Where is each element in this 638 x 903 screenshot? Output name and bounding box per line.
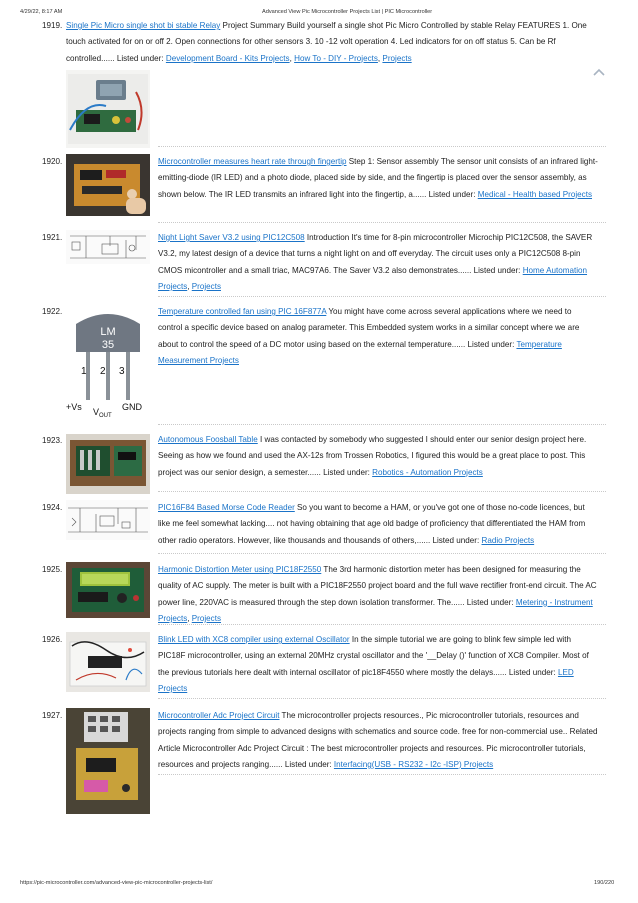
entry-1921: Night Light Saver V3.2 using PIC12C508 Introduction It's time for 8-pin microcontroller Microchip PIC12C508, the SAVER V3.2, my latest design of a device that turns a night light on and off everyday. The circuit uses only a PIC12C508 8-pin CMOS micontroller and a small triac, MAC97A6. The Saver V3.2 also demonstrates...... Listed under: Home Automation Projects, Projects: [158, 233, 593, 291]
distortion-meter-thumbnail: [66, 562, 150, 618]
entry-title-link[interactable]: Harmonic Distortion Meter using PIC18F2550: [158, 565, 322, 574]
entry-number: 1919.: [42, 21, 63, 30]
adc-project-board-thumbnail: [66, 708, 150, 814]
entry-number: 1925.: [42, 565, 63, 574]
entry-1925: Harmonic Distortion Meter using PIC18F2550 The 3rd harmonic distortion meter has been designed for measuring the quality of AC supply. The meter is built with a PIC18F2550 project board and the full wave rectifier front-end circuit. The AC power line, 220VAC is measured through the step down isolation transformer. The...... Listed under: Metering - Instrument Projects, Projects: [158, 565, 597, 623]
entry-description: In the simple tutorial we are going to blink few simple led with PIC18F microcontroller, using an external 20MHz crystal oscillator and the '__Delay ()' function of XC8 Compiler. Most of the previous tutorials here dealt with internal oscillator of pic18F4550 where mostly the delays...... Listed under:: [158, 635, 589, 677]
lm35-vs-label: +Vs: [66, 402, 82, 412]
entry-1922: [158, 304, 598, 369]
category-link[interactable]: Temperature Measurement Projects: [158, 339, 562, 365]
category-link[interactable]: Home Automation Projects: [158, 265, 588, 291]
foosball-board-thumbnail: [66, 434, 150, 494]
entry-description: You might have come across several applications where we need to control a specific device based on analog parameter. This Embedded system works in a similar concept where we are about to control the speed of a DC motor using based on the external temperature...... Listed under:: [158, 307, 580, 349]
entry-number: 1922.: [42, 307, 63, 316]
entry-1924: [158, 500, 598, 549]
entry-description: I was contacted by somebody who suggested I should enter our senior design project here. Seeing as how we found and used the AX-12s from Trossen Robotics, I figured this would be a great place to post. This project was our senior design, a semester...... Listed under:: [158, 435, 587, 477]
category-link[interactable]: Development Board - Kits Projects: [165, 53, 290, 63]
entry-1920: [158, 154, 598, 203]
category-link[interactable]: Projects: [191, 613, 221, 623]
entry-number: 1924.: [42, 503, 63, 512]
entry-title-link[interactable]: Microcontroller Adc Project Circuit: [158, 711, 280, 720]
entry-separator: [158, 698, 606, 699]
entry-title-link[interactable]: Night Light Saver V3.2 using PIC12C508: [158, 233, 305, 242]
entry-separator: [158, 222, 606, 223]
print-datetime: 4/29/22, 8:17 AM: [20, 9, 63, 15]
morse-schematic-thumbnail: [66, 500, 150, 540]
lm35-chip-label: LM: [100, 326, 116, 338]
category-link[interactable]: How To - DIY - Projects: [294, 53, 378, 63]
lm35-pin-1: 1: [81, 366, 87, 377]
entry-description: The microcontroller projects resources., Pic microcontroller tutorials, resources and projects ranging from simple to advanced designs with schematics and source code. free for non-commercial use.. Related Article Microcontroller Adc Project Circuit : The best microcontroller projects and resources. Pic microcontroller tutorials, resources and projects ranging...... Listed under:: [158, 711, 598, 769]
entry-description: Project Summary Build yourself a single shot Pic Micro Controlled by stable Relay FEATURES 1. One touch activated for on or off 2. Open connections for other sensors 3. 10 -12 volt operation 4. Led indicators for on off status 5. Can be Rf controlled...... Listed under:: [66, 21, 587, 63]
blink-led-breadboard-thumbnail: [66, 632, 150, 692]
entry-1926: [158, 632, 598, 697]
entry-title-link[interactable]: Temperature controlled fan using PIC 16F877A: [158, 307, 327, 316]
entry-description: The 3rd harmonic distortion meter has been designed for measuring the quality of AC supply. The meter is built with a PIC18F2550 project board and the full wave rectifier front-end circuit. The AC power line, 220VAC is measured through the step down isolation transformer. The...... Listed under:: [158, 565, 597, 607]
entry-separator: [158, 624, 606, 625]
category-link[interactable]: Interfacing(USB - RS232 - I2c -ISP) Projects: [333, 759, 494, 769]
entry-title-link[interactable]: Single Pic Micro single shot bi stable Relay: [66, 21, 221, 30]
entry-separator: [158, 146, 606, 147]
chevron-up-icon[interactable]: [593, 68, 605, 76]
entry-number: 1927.: [42, 711, 63, 720]
lm35-gnd-label: GND: [122, 402, 142, 412]
entry-title-link[interactable]: Microcontroller measures heart rate through fingertip: [158, 157, 347, 166]
entry-description: So you want to become a HAM, or you've got one of those no-code licences, but like me feel somewhat lacking.... not having obtaining that age old badge of proficiency that differentiated the HAM from other radio operators. However, like thousands and thousands of others,...... Listed under:: [158, 503, 586, 545]
entry-number: 1920.: [42, 157, 63, 166]
entry-description: Introduction It's time for 8-pin microcontroller Microchip PIC12C508, the SAVER V3.2, my latest design of a device that turns a night light on and off everyday. The circuit uses only a PIC12C508 8-pin CMOS micontroller and a small triac, MAC97A6. The Saver V3.2 also demonstrates...... Listed under:: [158, 233, 593, 275]
category-link[interactable]: Medical - Health based Projects: [477, 189, 592, 199]
lm35-model-label: 35: [101, 339, 115, 351]
entry-1923: [158, 432, 598, 481]
category-link[interactable]: LED Projects: [158, 667, 574, 693]
lm35-pin-2: 2: [100, 366, 106, 377]
entry-1919: Single Pic Micro single shot bi stable Relay Project Summary Build yourself a single shot Pic Micro Controlled by stable Relay FEATURES 1. One touch activated for on or off 2. Open connections for other sensors 3. 10 -12 volt operation 4. Led indicators for on off status 5. Can be Rf controlled...... Listed under: Development Board - Kits Projects, How To - DIY - Projects, Projects: [66, 21, 587, 63]
entry-separator: [158, 296, 606, 297]
category-link[interactable]: Robotics - Automation Projects: [372, 467, 483, 477]
entry-separator: [158, 424, 606, 425]
lm35-diagram-thumbnail: [66, 312, 150, 418]
heart-rate-board-thumbnail: [66, 154, 150, 216]
entry-title-link[interactable]: Autonomous Foosball Table: [158, 435, 258, 444]
lm35-vout-v: V: [93, 407, 100, 417]
print-page-title: Advanced View Pic Microcontroller Projects List | PIC Microcontroller: [262, 9, 433, 15]
lm35-vout-sub: OUT: [99, 413, 112, 418]
entry-number: 1926.: [42, 635, 63, 644]
category-link[interactable]: Radio Projects: [481, 535, 535, 545]
night-light-schematic-thumbnail: [66, 230, 150, 264]
print-url: https://pic-microcontroller.com/advanced-view-pic-microcontroller-projects-list/: [20, 880, 213, 886]
entry-description: Step 1: Sensor assembly The sensor unit consists of an infrared light-emitting-diode (IR LED) and a photo diode, placed side by side, and the fingertip is placed over the sensor assembly, as shown below. The IR LED transmits an infrared light into the fingertip, a...... Listed under:: [158, 157, 598, 199]
page-number: 190/220: [594, 880, 615, 886]
entry-separator: [158, 553, 606, 554]
category-link[interactable]: Projects: [191, 281, 221, 291]
entry-separator: [158, 491, 606, 492]
entry-title-link[interactable]: PIC16F84 Based Morse Code Reader: [158, 503, 295, 512]
entry-number: 1921.: [42, 233, 63, 242]
entry-number: 1923.: [42, 436, 63, 445]
relay-board-thumbnail: [66, 70, 150, 148]
category-link[interactable]: Metering - Instrument Projects: [158, 597, 593, 623]
entry-1927: [158, 708, 598, 773]
entry-separator: [158, 774, 606, 775]
entry-title-link[interactable]: Blink LED with XC8 compiler using external Oscillator: [158, 635, 350, 644]
category-link[interactable]: Projects: [382, 53, 412, 63]
lm35-pin-3: 3: [119, 366, 125, 377]
